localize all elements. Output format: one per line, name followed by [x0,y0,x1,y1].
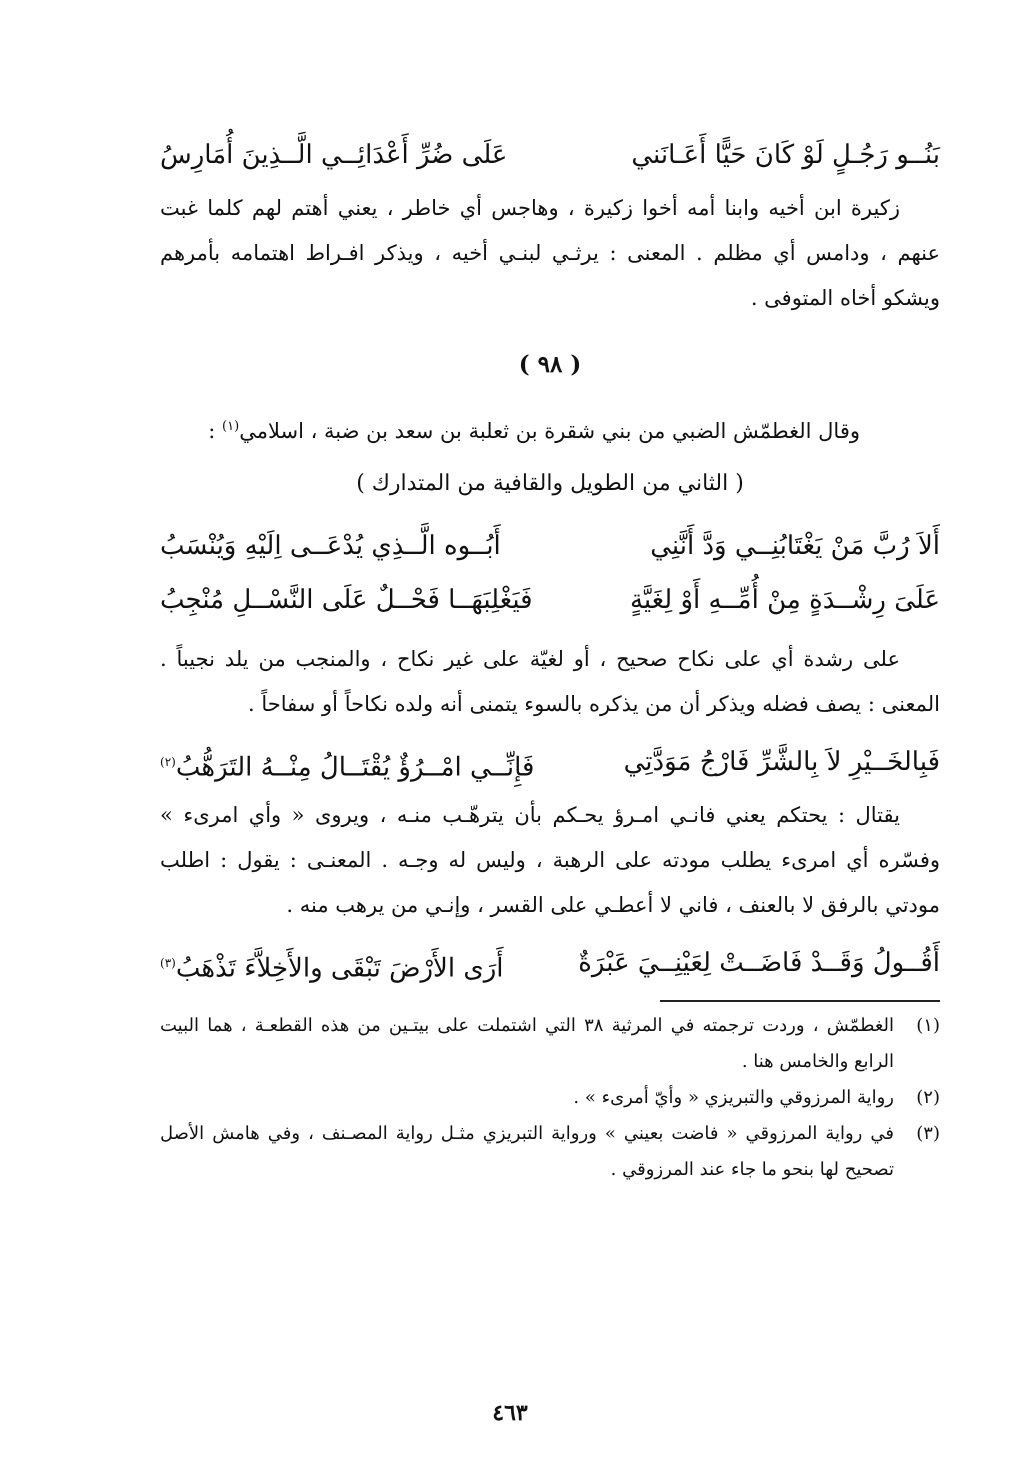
footnote-marker: (٣) [160,956,176,970]
commentary-paragraph: زكيرة ابن أخيه وابنا أمه أخوا زكيرة ، وهاجس أي خاطر ، يعني أهتم لهم كلما غبت عنهم ، ودامس أي مظلم . المعنى : يرثـي لبنـي أخيه ، ويذكر افـراط اهتمامه بأمرهم ويشكو أخاه المتوفى . [160,196,940,310]
verse-second-hemistich-text: فَإِنِّــي امْــرُؤٌ يُقْتَــالُ مِنْــهُ التَرَهُّبُ [175,752,535,783]
poem-introduction-colon: : [208,419,223,443]
verse-second-hemistich [160,735,534,789]
footnote-marker: (١) [222,419,240,434]
footnote [160,1008,940,1080]
verse-line [160,936,940,990]
verse-second-hemistich-text: أَرَى الأَرْضَ تَبْقَى والأَخِلاَّءَ تَذْهَبُ [175,953,504,984]
verse-first-hemistich: عَلَىَ رِشْــدَةٍ مِنْ أُمِّــهِ أَوْ لِغَيَّةٍ [629,585,940,615]
verse-second-hemistich: أَبُــوه الَّــذِي يُدْعَــى اِلَيْهِ وَيُنْسَبُ [160,531,501,561]
page-number: ٤٦٣ [492,1400,528,1426]
book-page [160,128,940,1188]
verse-line [160,128,940,182]
commentary-paragraph: على رشدة أي على نكاح صحيح ، أو لغيّة على غير نكاح ، والمنجب من يلد نجيباً . المعنى : يصف فضله ويذكر أن من يذكره بالسوء يتمنى أنه ولده نكاحاً أو سفاحاً . [160,647,940,716]
poem-number: ( ٩٨ ) [518,351,582,378]
footnote-divider [660,1000,940,1002]
verse-first-hemistich: بَنُــو رَجُـلٍ لَوْ كَانَ حَيًّا أَعَـانَني [631,140,940,170]
commentary-paragraph: يقتال : يحتكم يعني فانـي امـرؤ يحـكم بأن يترهّـب منـه ، ويروى « وأي امرىء » وفسّره أي امرىء يطلب مودته على الرهبة ، وليس له وجـه . المعنـى : يقول : اطلب مودتي بالرفق لا بالعنف ، فاني لا أعطـي على القسر ، وإنـي من يرهب منه . [160,803,940,917]
verse-first-hemistich: أَلاَ رُبَّ مَنْ يَغْتَابُنِــي وَدَّ أَنَّنِي [650,531,940,561]
footnote [160,1080,940,1116]
meter-caption: ( الثاني من الطويل والقافية من المتدارك ) [356,471,744,496]
verse-line [160,519,940,573]
verse-line [160,573,940,627]
poem-introduction [160,405,940,453]
footnote-number: (١) [916,1015,940,1036]
footnote-text: رواية المرزوقي والتبريزي « وأيّ أمرىء » . [573,1087,894,1108]
footnote-number: (٢) [916,1087,940,1108]
verse-second-hemistich [160,936,504,990]
verse-first-hemistich: فَبِالخَــيْرِ لاَ بِالشَّرِّ فَارْجُ مَوَدَّتِي [623,747,940,777]
verse-second-hemistich: عَلَى ضُرِّ أَعْدَائِــي الَّــذِينَ أُمَارِسُ [160,140,508,170]
verse-line [160,735,940,789]
verse-first-hemistich: أَقُــولُ وَقَــدْ فَاضَــتْ لِعَيْنِــيَ عَبْرَةٌ [578,948,940,978]
poem-introduction-text: وقال الغطمّش الضبي من بني شقرة بن ثعلبة بن سعد بن ضبة ، اسلامي [239,419,860,443]
footnote-text: الغطمّش ، وردت ترجمته في المرثية ٣٨ التي اشتملت على بيتـين من هذه القطعـة ، هما البيت الرابع والخامس هنا . [160,1015,894,1072]
footnote [160,1116,940,1188]
footnote-text: في رواية المرزوقي « فاضت بعيني » ورواية التبريزي مثـل رواية المصـنف ، وفي هامش الأصل تصحيح لها بنحو ما جاء عند المرزوقي . [160,1123,894,1180]
verse-second-hemistich: فَيَغْلِبَهَــا فَحْــلٌ عَلَى النَّسْــلِ مُنْجِبُ [160,585,533,615]
footnote-number: (٣) [916,1123,940,1144]
footnote-marker: (٢) [160,755,176,769]
